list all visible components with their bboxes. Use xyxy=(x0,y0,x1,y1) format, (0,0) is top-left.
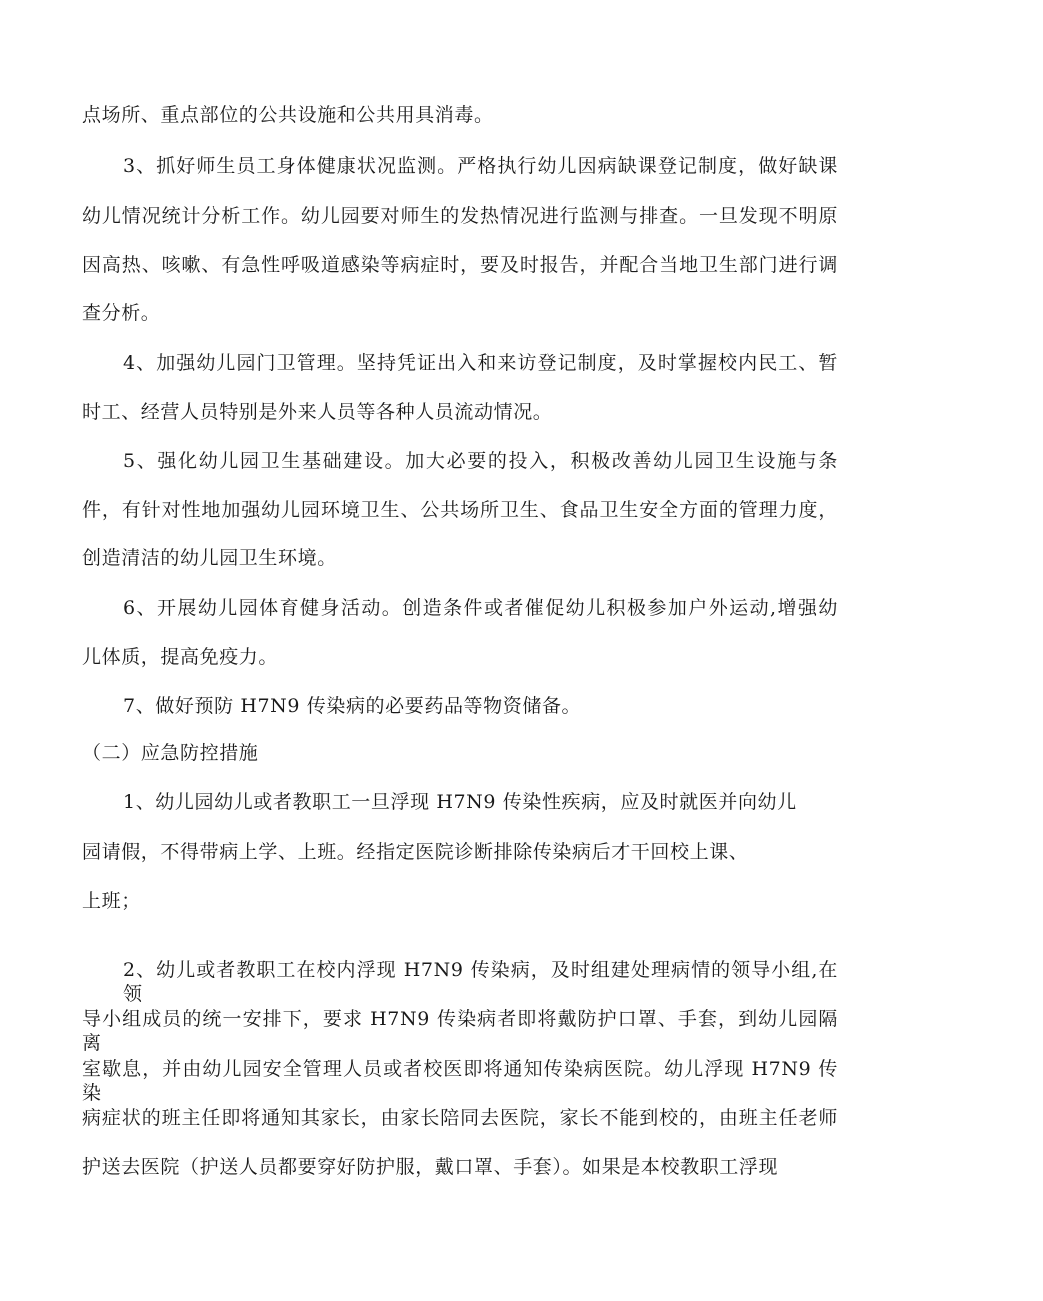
text-line: 时工、经营人员特别是外来人员等各种人员流动情况。 xyxy=(82,401,553,423)
text-line: 导小组成员的统一安排下，要求 H7N9 传染病者即将戴防护口罩、手套，到幼儿园隔离 xyxy=(82,1008,838,1054)
paragraph-4-line-1: 4、加强幼儿园门卫管理。坚持凭证出入和来访登记制度，及时掌握校内民工、暂 xyxy=(123,352,838,374)
text-line: 查分析。 xyxy=(82,302,161,324)
text-line: 儿体质，提高免疫力。 xyxy=(82,646,279,668)
section-heading: （二）应急防控措施 xyxy=(82,742,259,764)
text-line: 点场所、重点部位的公共设施和公共用具消毒。 xyxy=(82,104,494,126)
text-line: 病症状的班主任即将通知其家长，由家长陪同去医院，家长不能到校的，由班主任老师 xyxy=(82,1107,838,1129)
measure-2-line-1: 2、幼儿或者教职工在校内浮现 H7N9 传染病，及时组建处理病情的领导小组,在领 xyxy=(123,959,838,1005)
text-line: 创造清洁的幼儿园卫生环境。 xyxy=(82,547,337,569)
paragraph-3-line-1: 3、抓好师生员工身体健康状况监测。严格执行幼儿因病缺课登记制度，做好缺课 xyxy=(123,155,838,177)
paragraph-5-line-1: 5、强化幼儿园卫生基础建设。加大必要的投入，积极改善幼儿园卫生设施与条 xyxy=(123,450,838,472)
paragraph-7-line-1: 7、做好预防 H7N9 传染病的必要药品等物资储备。 xyxy=(123,695,582,717)
text-line: 因高热、咳嗽、有急性呼吸道感染等病症时，要及时报告，并配合当地卫生部门进行调 xyxy=(82,254,838,276)
paragraph-6-line-1: 6、开展幼儿园体育健身活动。创造条件或者催促幼儿积极参加户外运动,增强幼 xyxy=(123,597,838,619)
measure-1-line-1: 1、幼儿园幼儿或者教职工一旦浮现 H7N9 传染性疾病，应及时就医并向幼儿 xyxy=(123,791,797,813)
text-line: 室歇息，并由幼儿园安全管理人员或者校医即将通知传染病医院。幼儿浮现 H7N9 传染 xyxy=(82,1058,838,1104)
text-line: 护送去医院（护送人员都要穿好防护服，戴口罩、手套）。如果是本校教职工浮现 xyxy=(82,1156,779,1178)
text-line: 幼儿情况统计分析工作。幼儿园要对师生的发热情况进行监测与排查。一旦发现不明原 xyxy=(82,205,838,227)
text-line: 园请假，不得带病上学、上班。经指定医院诊断排除传染病后才干回校上课、 xyxy=(82,841,749,863)
text-line: 件，有针对性地加强幼儿园环境卫生、公共场所卫生、食品卫生安全方面的管理力度， xyxy=(82,499,838,521)
text-line: 上班； xyxy=(82,890,141,912)
